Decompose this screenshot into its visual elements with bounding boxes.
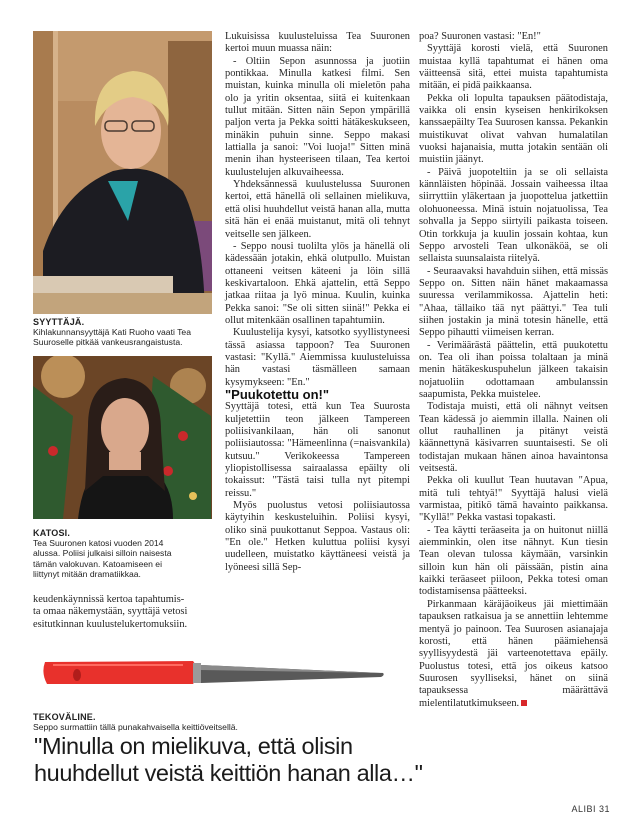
paragraph: - Seppo nousi tuolilta ylös ja hänellä oli kädessään jotakin, ehkä olutpullo. Muistan ottaneeni veitsen käteeni ja löin sillä keskivartaloon. Ehkä ajattelin, että Seppo jatkaa riitaa ja lyö minua. Kuulin, kuinka Pekka sanoi: "Se oli sitten siinä!" Pekka ei ollut mitenkään osallinen tapahtumiin. [225,240,410,326]
caption-text: Kihlakunnansyyttäjä Kati Ruoho vaati Tea Suuroselle pitkää vankeusrangaistusta. [33,327,191,348]
paragraph: Lukuisissa kuulusteluissa Tea Suuronen kertoi muun muassa näin: [225,31,410,55]
knife-art [33,639,403,706]
paragraph: poa? Suuronen vastasi: "En!" [419,31,541,42]
paragraph: Syyttäjä korosti vielä, että Suuronen muistaa kyllä tapahtumat ei hänen oma väitteensä sitä, ettei muista tapahtumista mitään, ei pidä paikkaansa. [419,43,608,92]
suspect-photo-art [33,356,212,519]
paragraph: Syyttäjä totesi, että kun Tea Suurosta kuljetettiin teon jälkeen Tampereen poliisivankilaan, hän oli sanonut poliisiautossa: "Hämeenlinna (=naisvankila) kutsuu." Verikokeessa Tampereen yliopistollisessa sairaalassa epäilty oli tokaissut: "Tästä taisi tulla nyt pitempi reissu." [225,401,410,499]
paragraph: - Oltiin Sepon asunnossa ja juotiin pontikkaa. Minulla katkesi filmi. Sen muistan, kuinka minulla oli mieletön paha olo ja yritin oksentaa, siitä ei kuitenkaan tullut mitään. Sitten näin Sepon ympärillä paljon verta ja Pekka soitti hätäkeskukseen, minäkin puhuin sinne. Seppo makasi lattialla ja sanoi: "Voi luoja!" Sitten minä menin ihan hysteeriseen tilaan, Tea kertoi kuulustelujen alkuvaiheessa. [225,55,410,178]
left-column-text [33,594,219,631]
paragraph: Kuulustelija kysyi, katsotko syyllistyneesi tässä asiassa tappoon? Tea Suuronen vastasi: "Kyllä." Aiemmissa kuulusteluissa hän vastasi täsmälleen samaan kysymykseen: "En." [225,327,410,388]
paragraph: Pekka oli kuullut Tean huutavan "Apua, mitä tuli tehtyä!" Syyttäjä halusi vielä varmistaa, pitikö tämä havainto paikkansa. "Kyllä!" Pekka vastasi topakasti. [419,475,608,524]
subheading: "Puukotettu on!" [225,386,330,402]
paragraph: - Seuraavaksi havahduin siihen, että missäs Seppo on. Sitten näin hänet makaamassa suuressa verilammikossa. Ajattelin heti: "Ahaa, tällaiko tää nyt päättyi." Tea tuli siihen jostakin ja minä totesin hänelle, että Seppo pihautti viimeisen kerran. [419,265,608,339]
paragraph: Yhdeksännessä kuulustelussa Suuronen kertoi, että hänellä oli sellainen mielikuva, että olisi huuhdellut veistä hanan alla, mutta sitä hän ei enää muistanut, mitä oli tehnyt veitselle sen jälkeen. [225,179,410,240]
end-mark [521,700,527,706]
page-folio: ALIBI 31 [571,804,610,814]
paragraph: - Verimäärästä päättelin, että puukotettu on. Tea oli ihan poissa tolaltaan ja minä menin hätäkeskuspuhelun jälkeen takaisin nojatuoliin odottamaan ambulanssin saapumista, Pekka muistelee. [419,339,608,400]
caption-head: TEKOVÄLINE. [33,712,96,722]
middle-column [225,31,410,574]
prosecutor-photo-art [33,31,212,314]
caption-text: Seppo surmattiin tällä punakahvaisella keittiöveitsellä. [33,722,238,733]
paragraph: - Päivä juopoteltiin ja se oli sellaista kännläisten höpinää. Jossain vaiheessa iltaa siirryttiin yläkertaan ja juopottelua jatkettiin olohuoneessa. Minä istuin nojatuolissa, Tea sohvalla ja Seppo siirtyili paikasta toiseen. Otin torkkuja ja kuulin jossain kohtaa, kun Seppo arvosteli Tean ulkonäköä, se oli sellaista suunsalaista riitelyä. [419,166,608,265]
paragraph: Myös puolustus vetosi poliisiautossa käytyihin keskusteluihin. Poliisi kysyi, oliko sinä puukottanut Seppoa. Vastaus oli: "En ole." Hetken kuluttua poliisi kysyi uudelleen, muistatko käyttäneesi veistä ja lyöneesi sillä Sep- [225,500,410,573]
caption-text: Tea Suuronen katosi vuoden 2014 alussa. Poliisi julkaisi silloin naisesta tämän valokuvan. Katoamiseen ei liittynyt mitään dramatiikkaa. [33,538,172,579]
paragraph: - Tea käytti teräaseita ja on huitonut niillä aiemminkin, olen itse nähnyt. Kun tiesin Tean olevan tulossa käymään, varsinkin silloin kun hän oli päissään, pistin aina kaikki teräaseet piiloon, Pekka totesi oman todistamisensa päätteeksi. [419,524,608,598]
paragraph-text: Pirkanmaan käräjäoikeus jäi miettimään tapauksen ratkaisua ja se annettiin lehtemme mentyä jo painoon. Tea Suurosen asianajaja korosti, että hänen päämiehensä syyllisyydestä jäi varteenotettava epäily. Puolustus totesi, että jos oikeus katsoo Suurosen syylliseksi, hänet on siinä tapauksessa määrättävä mielentilatutkimukseen. [419,598,608,709]
prosecutor-caption [33,317,218,348]
caption-head: SYYTTÄJÄ. [33,317,85,327]
knife-caption [33,712,353,732]
pull-quote: "Minulla on mielikuva, että olisin huuhdellut veistä keittiön hanan alla…" [34,733,423,786]
paragraph: keudenkäynnissä kertoa tapahtumis- ta omaa näkemystään, syyttäjä vetosi esitutkinnan kuulustelukertomuksiin. [33,594,188,630]
paragraph [419,599,608,710]
caption-head: KATOSI. [33,528,71,538]
prosecutor-photo [33,31,212,314]
paragraph: Todistaja muisti, että oli nähnyt veitsen Tean kädessä jo aiemmin illalla. Nainen oli ollut rauhallinen ja pitänyt veistä käännettynä käsivarren suuntaisesti. Se oli todistajan mukaan hänen ainoa havaintonsa veitsestä. [419,401,608,475]
suspect-photo [33,356,212,519]
suspect-caption [33,528,213,579]
paragraph: Pekka oli lopulta tapauksen päätodistaja, vaikka oli ensin kyseisen henkirikoksen kanssaepäilty Tea Suurosen kanssa. Pekankin muistikuvat olivat vahvan humalatilan vuoksi hajanaisia, mutta jotakin sentään oli muistiin jäänyt. [419,92,608,166]
right-column [419,31,608,710]
knife-photo [33,639,403,706]
